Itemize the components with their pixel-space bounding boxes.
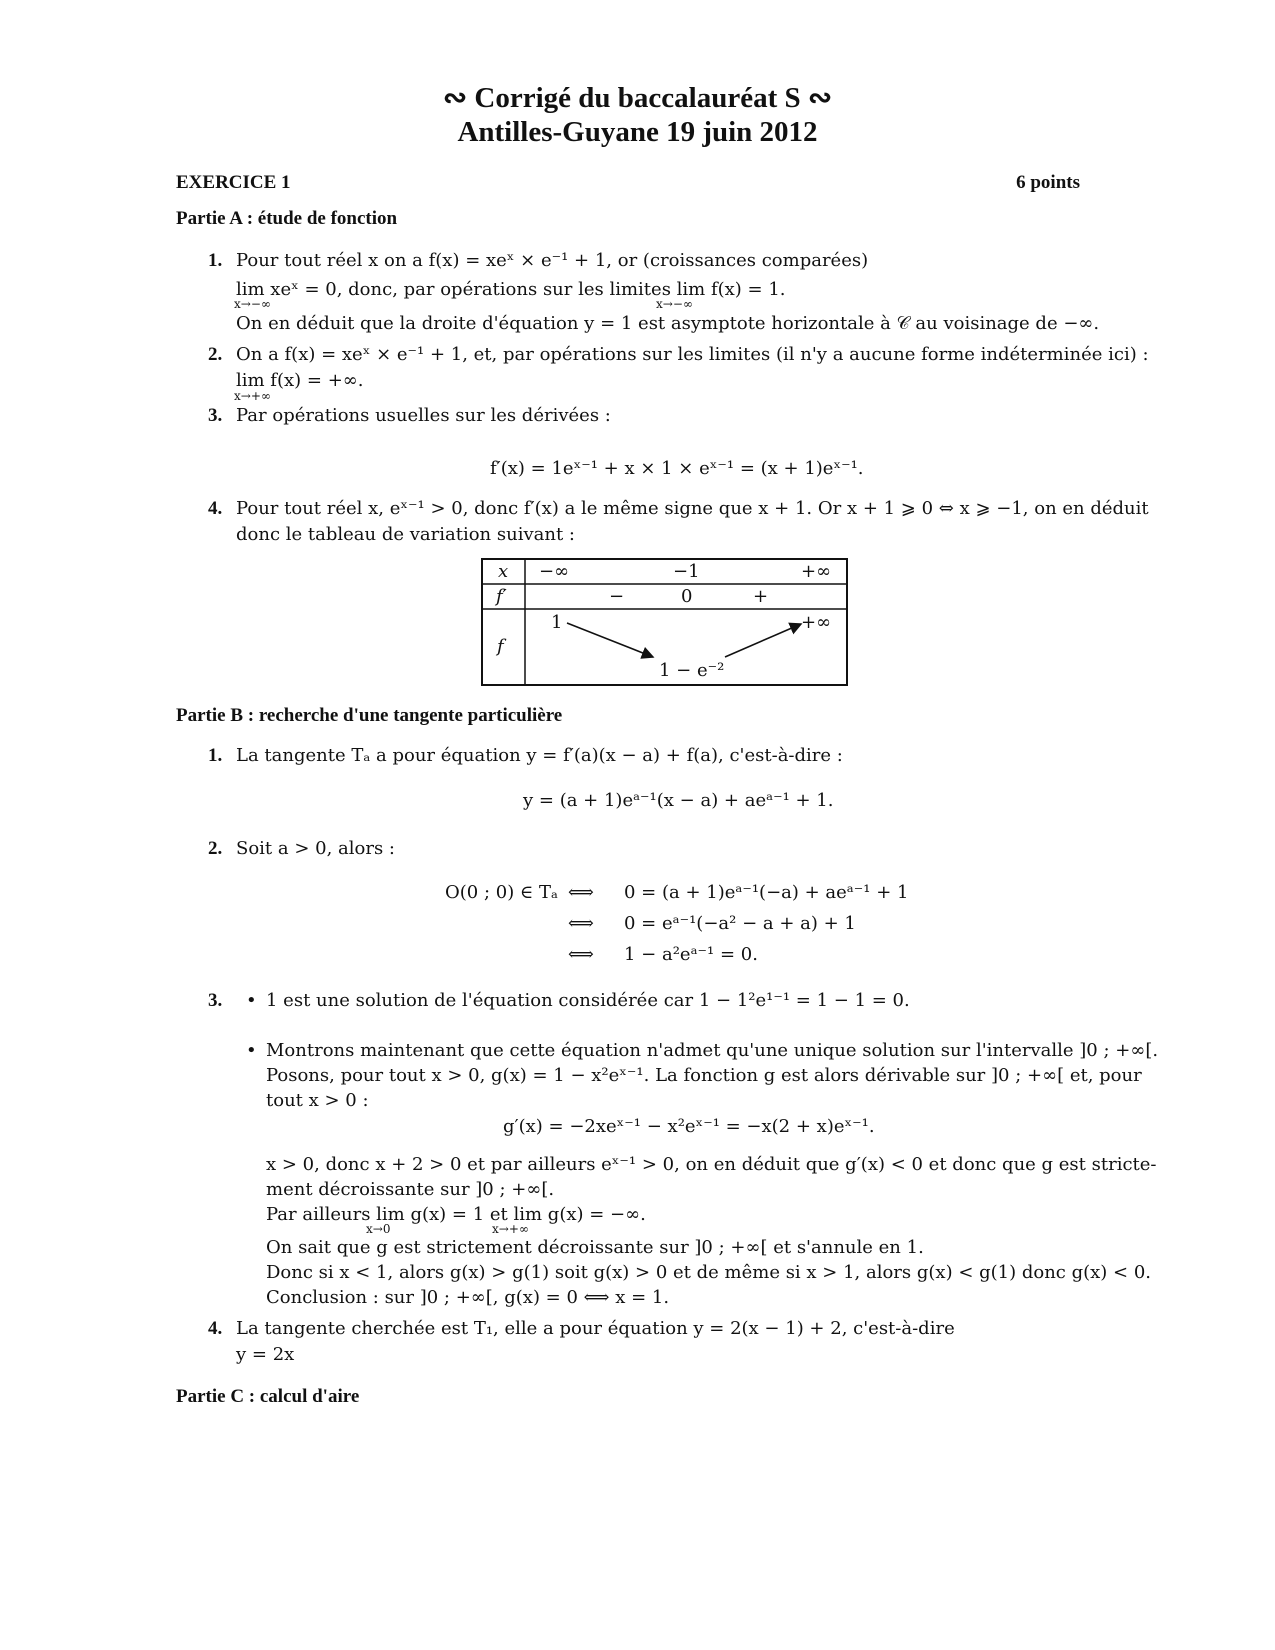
partB-item2-iff-3: ⟺ xyxy=(568,944,594,965)
variation-table xyxy=(481,558,848,686)
vt-x-value-minus-1: −1 xyxy=(673,561,700,582)
vt-sign-zero: 0 xyxy=(681,586,693,607)
partB-item2-iff-2: ⟺ xyxy=(568,913,594,934)
partB-item3-derivative-equation: g′(x) = −2xeˣ⁻¹ − x²eˣ⁻¹ = −x(2 + x)eˣ⁻¹. xyxy=(503,1116,875,1137)
partB-item3-bullet1: 1 est une solution de l'équation considérée car 1 − 1²e¹⁻¹ = 1 − 1 = 0. xyxy=(266,990,910,1011)
partB-item1-number: 1. xyxy=(208,745,223,766)
partB-item4-number: 4. xyxy=(208,1318,223,1339)
vt-f-value-right: +∞ xyxy=(801,612,832,633)
partA-item1-line3: On en déduit que la droite d'équation y = 1 est asymptote horizontale à 𝒞 au voisinage de −∞. xyxy=(236,313,1100,334)
partB-item3-bullet2-line1: Montrons maintenant que cette équation n'admet qu'une unique solution sur l'intervalle ]0 ; +∞[. xyxy=(266,1040,1159,1061)
partA-item2-number: 2. xyxy=(208,344,223,365)
partB-item1-line: La tangente Tₐ a pour équation y = f′(a)(x − a) + f(a), c'est-à-dire : xyxy=(236,745,843,766)
bullet-icon: • xyxy=(246,990,257,1011)
exercise-label: EXERCICE 1 xyxy=(176,172,291,193)
partA-item4-line1: Pour tout réel x, eˣ⁻¹ > 0, donc f′(x) a le même signe que x + 1. Or x + 1 ⩾ 0 ⇔ x ⩾ −1, on en déduit xyxy=(236,498,1149,519)
partA-item3-line1: Par opérations usuelles sur les dérivées : xyxy=(236,405,611,426)
partB-item4-line1: La tangente cherchée est T₁, elle a pour équation y = 2(x − 1) + 2, c'est-à-dire xyxy=(236,1318,955,1339)
partB-item2-step-2: 0 = eᵃ⁻¹(−a² − a + a) + 1 xyxy=(624,913,856,934)
vt-x-value-plus-inf: +∞ xyxy=(801,561,832,582)
vt-f-value-min: 1 − e⁻² xyxy=(659,660,725,681)
vt-row-label-fprime: f′ xyxy=(496,586,507,607)
partB-item3-number: 3. xyxy=(208,990,223,1011)
partA-item1-line1: Pour tout réel x on a f(x) = xeˣ × e⁻¹ + 1, or (croissances comparées) xyxy=(236,250,869,271)
partB-item3-sublabel-1: x→0 xyxy=(366,1222,391,1236)
partC-heading: Partie C : calcul d'aire xyxy=(176,1386,360,1407)
partB-item3-after-line4: On sait que g est strictement décroissante sur ]0 ; +∞[ et s'annule en 1. xyxy=(266,1237,924,1258)
partA-item2-line2: lim f(x) = +∞. xyxy=(236,370,364,391)
increasing-arrow xyxy=(725,624,801,657)
partB-item1-equation: y = (a + 1)eᵃ⁻¹(x − a) + aeᵃ⁻¹ + 1. xyxy=(523,790,834,811)
partB-item2-iff-1: ⟺ xyxy=(568,882,594,903)
partB-item3-after-line5: Donc si x < 1, alors g(x) > g(1) soit g(x) > 0 et de même si x > 1, alors g(x) < g(1) donc g(x) < 0. xyxy=(266,1262,1152,1283)
partA-item4-number: 4. xyxy=(208,498,223,519)
exercise-points: 6 points xyxy=(1016,172,1080,193)
partB-item2-step-1: 0 = (a + 1)eᵃ⁻¹(−a) + aeᵃ⁻¹ + 1 xyxy=(624,882,909,903)
partB-item3-after-line6: Conclusion : sur ]0 ; +∞[, g(x) = 0 ⟺ x = 1. xyxy=(266,1287,670,1308)
partA-item2-line1: On a f(x) = xeˣ × e⁻¹ + 1, et, par opérations sur les limites (il n'y a aucune forme indéterminée ici) : xyxy=(236,344,1149,365)
partA-item1-line2: lim xeˣ = 0, donc, par opérations sur les limites lim f(x) = 1. xyxy=(236,279,786,300)
title-line-1: ∾ Corrigé du baccalauréat S ∾ xyxy=(442,82,833,114)
partA-item1-sublabel-1: x→−∞ xyxy=(234,297,271,311)
vt-row-label-f: f xyxy=(497,636,504,657)
partB-item2-lhs: O(0 ; 0) ∈ Tₐ xyxy=(445,882,558,903)
vt-sign-positive: + xyxy=(753,586,769,607)
vt-row-label-x: x xyxy=(498,561,509,582)
partB-item4-line2: y = 2x xyxy=(236,1344,295,1365)
partB-item2-line: Soit a > 0, alors : xyxy=(236,838,395,859)
partB-item3-bullet2-line2: Posons, pour tout x > 0, g(x) = 1 − x²eˣ⁻¹. La fonction g est alors dérivable sur ]0 ; +∞[ et, pour xyxy=(266,1065,1142,1086)
vt-sign-negative: − xyxy=(609,586,625,607)
partA-heading: Partie A : étude de fonction xyxy=(176,208,398,229)
partA-item1-number: 1. xyxy=(208,250,223,271)
bullet-icon: • xyxy=(246,1040,257,1061)
partB-item3-after-line1: x > 0, donc x + 2 > 0 et par ailleurs eˣ⁻¹ > 0, on en déduit que g′(x) < 0 et donc que g est stricte- xyxy=(266,1154,1157,1175)
partB-item3-after-line2: ment décroissante sur ]0 ; +∞[. xyxy=(266,1179,555,1200)
partA-item3-derivative-equation: f′(x) = 1eˣ⁻¹ + x × 1 × eˣ⁻¹ = (x + 1)eˣ⁻¹. xyxy=(490,458,864,479)
partA-item3-number: 3. xyxy=(208,405,223,426)
partA-item2-sublabel: x→+∞ xyxy=(234,389,271,403)
partB-item2-number: 2. xyxy=(208,838,223,859)
partB-item2-step-3: 1 − a²eᵃ⁻¹ = 0. xyxy=(624,944,758,965)
vt-f-value-left: 1 xyxy=(551,612,563,633)
partB-heading: Partie B : recherche d'une tangente particulière xyxy=(176,705,563,726)
decreasing-arrow xyxy=(567,623,653,657)
vt-x-value-minus-inf: −∞ xyxy=(539,561,570,582)
title-line-2: Antilles-Guyane 19 juin 2012 xyxy=(457,116,818,148)
partA-item4-line2: donc le tableau de variation suivant : xyxy=(236,524,575,545)
partB-item3-after-line3: Par ailleurs lim g(x) = 1 et lim g(x) = −∞. xyxy=(266,1204,646,1225)
partB-item3-bullet2-line3: tout x > 0 : xyxy=(266,1090,369,1111)
partA-item1-sublabel-2: x→−∞ xyxy=(656,297,693,311)
partB-item3-sublabel-2: x→+∞ xyxy=(492,1222,529,1236)
